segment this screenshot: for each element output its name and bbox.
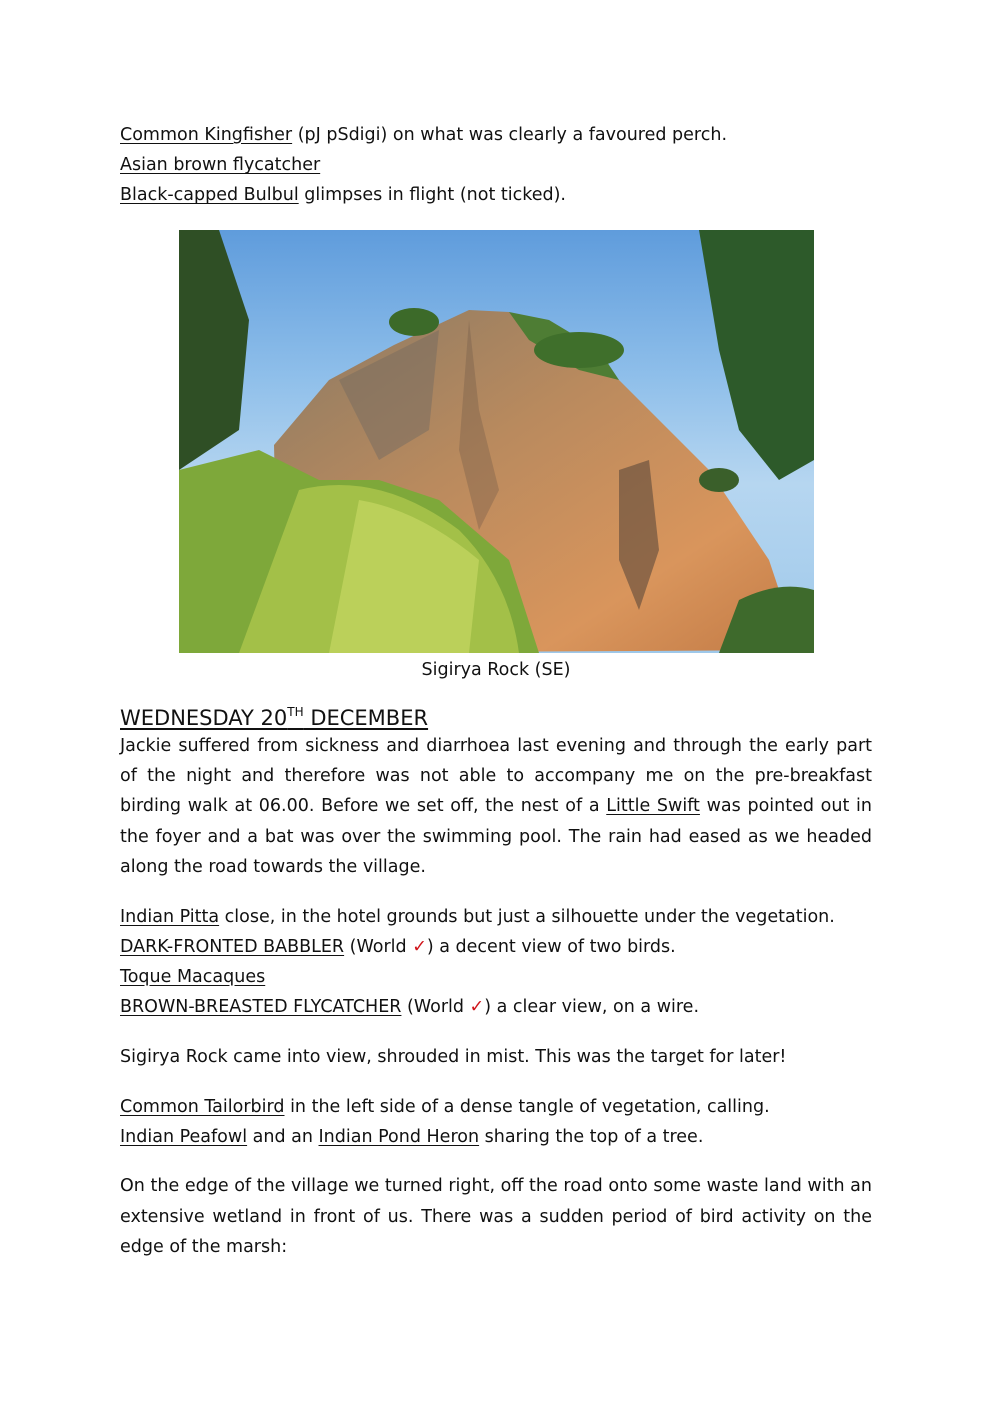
sighting-peafowl-pond-heron [120, 1122, 872, 1152]
sighting-brown-breasted-flycatcher [120, 992, 872, 1022]
species-name: Indian Pond Heron [318, 1126, 480, 1147]
species-name: Common Tailorbird [120, 1096, 285, 1117]
sighting-note: ) a decent view of two birds. [426, 936, 676, 957]
paragraph-morning-walk [120, 731, 872, 882]
species-name: Indian Pitta [120, 906, 220, 927]
sighting-note: (World [401, 997, 470, 1018]
species-name: Little Swift [606, 796, 700, 817]
sighting-black-capped-bulbul [120, 180, 872, 210]
heading-month: DECEMBER [303, 706, 429, 730]
species-name: Indian Peafowl [120, 1126, 248, 1147]
sighting-common-tailorbird [120, 1092, 872, 1122]
paragraph-rock-view: Sigirya Rock came into view, shrouded in mist. This was the target for later! [120, 1046, 787, 1067]
species-name: DARK-FRONTED BABBLER [120, 936, 345, 957]
document-page [120, 120, 873, 1257]
sighting-indian-pitta [120, 902, 872, 932]
heading-ordinal: TH [287, 705, 304, 719]
species-name: Asian brown flycatcher [120, 155, 321, 176]
paragraph-text: Jackie suffered from sickness and diarrhoea last evening and through the early part of the night and therefore was not able to accompany me on the pre-breakfast birding walk at 06.00. Before we set off, the nest of a [120, 736, 872, 817]
sighting-note: and an [247, 1126, 319, 1147]
tick-icon: ✓ [412, 936, 427, 957]
sighting-asian-brown-flycatcher [120, 150, 872, 180]
day-body [120, 731, 872, 1262]
sighting-note: glimpses in flight (not ticked). [298, 185, 566, 206]
photo-caption: Sigirya Rock (SE) [421, 660, 571, 680]
sighting-toque-macaques [120, 962, 872, 992]
day-heading [120, 696, 428, 734]
sighting-dark-fronted-babbler [120, 932, 872, 962]
sighting-note: close, in the hotel grounds but just a silhouette under the vegetation. [219, 906, 835, 927]
sighting-note: sharing the top of a tree. [479, 1126, 704, 1147]
species-name: Toque Macaques [120, 966, 266, 987]
rock-illustration [179, 230, 814, 653]
paragraph-wetland: On the edge of the village we turned right, off the road onto some waste land with an extensive wetland in front of us. There was a sudden period of bird activity on the edge of the marsh: [120, 1176, 872, 1257]
tick-icon: ✓ [469, 997, 485, 1018]
heading-day: WEDNESDAY 20 [120, 706, 288, 730]
sighting-note: (pJ pSdigi) on what was clearly a favoured perch. [292, 125, 728, 145]
sighting-kingfisher [120, 120, 872, 150]
species-name: Black-capped Bulbul [120, 185, 299, 206]
species-name: BROWN-BREASTED FLYCATCHER [120, 997, 402, 1018]
paragraph-text: was pointed out in the foyer and a bat was over the swimming pool. The rain had eased as we headed along the road towards the village. [120, 796, 873, 877]
sigirya-rock-photo [179, 230, 814, 653]
sighting-note: (World [344, 936, 413, 957]
sighting-note: in the left side of a dense tangle of vegetation, calling. [284, 1096, 770, 1117]
species-name: Common Kingfisher [120, 125, 293, 145]
sighting-note: ) a clear view, on a wire. [484, 997, 700, 1018]
